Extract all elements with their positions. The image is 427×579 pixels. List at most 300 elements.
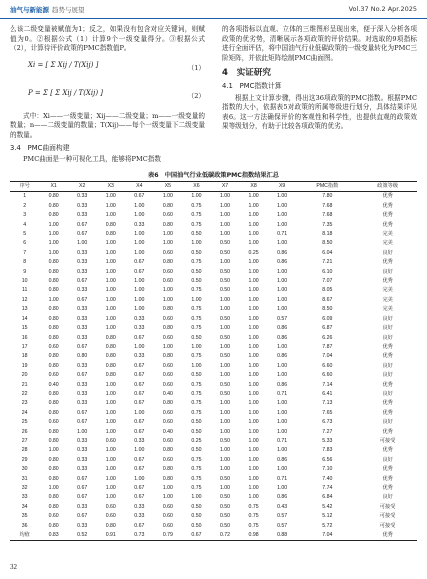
- table-cell: 1.00: [191, 494, 202, 501]
- table-row: [10, 211, 417, 220]
- table-cell: 0.80: [48, 456, 59, 463]
- table-cell: 0.75: [248, 522, 259, 529]
- table-cell: 1.00: [219, 259, 231, 266]
- table-cell: 1.00: [48, 447, 59, 454]
- table-cell: 1.00: [248, 268, 259, 275]
- journal-section: 趋势与展望: [52, 6, 85, 14]
- table-cell: 1.00: [162, 296, 173, 303]
- column-header: X5: [154, 182, 183, 192]
- table-cell: 0.60: [162, 268, 173, 275]
- table-cell: 1.00: [48, 485, 59, 491]
- table-cell: 18: [21, 353, 28, 360]
- table-cell: 0.98: [239, 531, 268, 541]
- table-cell: 20: [21, 372, 28, 379]
- table-cell: 32: [21, 485, 28, 491]
- table-cell: 1.00: [134, 249, 145, 256]
- table-cell: 12: [21, 296, 28, 303]
- left-column: [10, 25, 205, 165]
- table-cell: 均值: [10, 531, 39, 541]
- table-cell: 1.00: [105, 268, 116, 275]
- table-cell: 28: [21, 447, 28, 454]
- table-cell: 0.50: [219, 503, 231, 510]
- table-cell: 21: [21, 381, 28, 388]
- table-cell: 0.67: [134, 419, 145, 426]
- table-cell: 0.86: [277, 325, 288, 332]
- table-cell: 33: [21, 494, 28, 501]
- table-cell: 0.33: [77, 456, 88, 463]
- table-cell: 0.80: [48, 409, 59, 416]
- table-cell: 1.00: [162, 494, 173, 501]
- table-cell: 1.00: [219, 428, 231, 435]
- table-cell: 优秀: [382, 259, 393, 266]
- table-cell: 良好: [382, 494, 393, 501]
- table-cell: 7.65: [322, 409, 333, 416]
- table-row: [10, 277, 417, 286]
- table-cell: 0.67: [77, 278, 88, 285]
- table-cell: 34: [21, 503, 28, 510]
- table-cell: 0.75: [191, 381, 202, 388]
- table-row: [10, 371, 417, 380]
- table-cell: 31: [21, 475, 28, 482]
- table-cell: 0.80: [162, 466, 173, 473]
- table-cell: 0.50: [219, 353, 231, 360]
- table-cell: 1.00: [277, 240, 288, 247]
- table-cell: 0.75: [191, 287, 202, 294]
- table-cell: 0.75: [191, 315, 202, 322]
- formula-2: [10, 84, 205, 110]
- table-cell: 0.67: [134, 466, 145, 473]
- table-cell: 0.33: [77, 362, 88, 369]
- table-cell: 0.67: [77, 343, 88, 350]
- table-cell: 1.00: [77, 428, 88, 435]
- table-cell: 0.40: [48, 381, 59, 388]
- table-row: [10, 428, 417, 437]
- table-cell: 7.13: [322, 400, 333, 407]
- table-cell: 1.00: [105, 240, 116, 247]
- table-cell: 0.80: [48, 503, 59, 510]
- table-cell: 0.50: [219, 315, 231, 322]
- table-row: [10, 334, 417, 343]
- table-cell: 6.09: [322, 315, 333, 322]
- table-cell: 良好: [382, 315, 393, 322]
- table-cell: 0.33: [134, 503, 145, 510]
- table-cell: 0.60: [162, 513, 173, 520]
- table-cell: 1.00: [191, 343, 202, 350]
- table-cell: 1.00: [219, 325, 231, 332]
- table-cell: 1.00: [248, 278, 259, 285]
- table-cell: 8: [23, 259, 27, 266]
- table-cell: 0.57: [277, 315, 288, 322]
- table-cell: 0.33: [134, 221, 145, 228]
- table-cell: 0.80: [105, 372, 116, 379]
- table-cell: 优秀: [382, 466, 393, 473]
- table-cell: 1.00: [248, 475, 259, 482]
- table-cell: 0.60: [105, 437, 116, 444]
- table-cell: 0.67: [77, 494, 88, 501]
- table-cell: 2: [23, 202, 27, 209]
- table-cell: 0.60: [162, 522, 173, 529]
- table-cell: 0.88: [268, 531, 297, 541]
- table-cell: 1.00: [219, 231, 231, 238]
- table-cell: 0.71: [277, 390, 288, 397]
- table-cell: 0.71: [277, 437, 288, 444]
- table-cell: 1.00: [248, 353, 259, 360]
- table-cell: 1.00: [105, 381, 116, 388]
- table-cell: 9: [23, 268, 27, 275]
- table-cell: 1.00: [277, 485, 288, 491]
- table-cell: 0.67: [77, 296, 88, 303]
- table-cell: 1.00: [277, 419, 288, 426]
- table-row: [10, 484, 417, 493]
- column-header: X9: [268, 182, 297, 192]
- table-cell: 25: [21, 419, 28, 426]
- table-cell: 1.00: [248, 447, 259, 454]
- table-cell: 0.67: [134, 259, 145, 266]
- table-cell: 0.60: [105, 503, 116, 510]
- table-cell: 0.72: [211, 531, 240, 541]
- table-cell: 0.80: [162, 447, 173, 454]
- table-cell: 30: [21, 466, 28, 473]
- journal-name: 油气与新能源 趋势与展望: [10, 6, 85, 14]
- table-row: [10, 315, 417, 324]
- table-cell: 1.00: [248, 212, 259, 219]
- body-paragraph: 的各项指标以直观、立体的三维图形呈现出来，便于深入分析各项政策的优劣势，清晰展示各项政策的评价结果。对选取的9项指标进行全面评估，将中国油气行业低碳政策的一级变量转化为PMC三阶矩阵，并依此矩阵绘制PMC曲面图。: [222, 25, 417, 62]
- table-cell: 0.25: [248, 249, 259, 256]
- table-cell: 0.80: [162, 353, 173, 360]
- table-cell: 6.60: [322, 372, 333, 379]
- table-cell: 1.00: [105, 456, 116, 463]
- table-cell: 1.00: [248, 437, 259, 444]
- table-cell: 14: [21, 315, 28, 322]
- table-cell: 8.18: [322, 231, 333, 238]
- table-cell: 1.00: [48, 221, 59, 228]
- table-cell: 1.00: [277, 466, 288, 473]
- table-cell: 可接受: [379, 437, 396, 444]
- table-cell: 0.60: [162, 409, 173, 416]
- table-cell: 良好: [382, 372, 393, 379]
- table-cell: 优秀: [382, 193, 393, 200]
- table-cell: 0.50: [219, 249, 231, 256]
- table-cell: 1.00: [162, 240, 173, 247]
- table-cell: 0.80: [48, 522, 59, 529]
- formula-2-text: P = Σ [ Σ Xij / T(Xij) ]: [28, 88, 104, 97]
- table-row: [10, 286, 417, 295]
- table-cell: 0.50: [219, 513, 231, 520]
- table-row: [10, 221, 417, 230]
- table-cell: 0.75: [191, 409, 202, 416]
- table-cell: 优秀: [382, 353, 393, 360]
- table-row: [10, 324, 417, 333]
- table-cell: 0.80: [48, 315, 59, 322]
- table-cell: 0.33: [77, 334, 88, 341]
- table-cell: 7.07: [322, 278, 333, 285]
- table-cell: 0.80: [48, 334, 59, 341]
- table-cell: 1.00: [134, 240, 145, 247]
- table-cell: 0.80: [105, 334, 116, 341]
- table-cell: 0.50: [219, 287, 231, 294]
- table-cell: 0.57: [277, 522, 288, 529]
- column-header: 政策等级: [358, 182, 417, 192]
- table-cell: 0.67: [77, 409, 88, 416]
- table-cell: 1.00: [277, 193, 288, 200]
- table-cell: 0.67: [77, 513, 88, 520]
- table-cell: 6.41: [322, 390, 333, 397]
- formula-2-number: （2）: [187, 91, 205, 100]
- table-cell: 0.60: [162, 419, 173, 426]
- table-row: [10, 268, 417, 277]
- table-row: [10, 192, 417, 202]
- table-row: [10, 437, 417, 446]
- table-cell: 0.86: [277, 381, 288, 388]
- table-cell: 0.86: [277, 456, 288, 463]
- table-cell: 0.67: [77, 485, 88, 491]
- table-cell: 0.80: [48, 475, 59, 482]
- formula-1-number: （1）: [187, 63, 205, 72]
- table-cell: 0.86: [277, 249, 288, 256]
- table-cell: 35: [21, 513, 28, 520]
- table-cell: 1.00: [219, 485, 231, 491]
- table-cell: 1.00: [248, 240, 259, 247]
- column-header: X4: [125, 182, 154, 192]
- table-cell: 1.00: [219, 296, 231, 303]
- table-cell: 1.00: [248, 221, 259, 228]
- table-cell: 0.33: [77, 466, 88, 473]
- table-cell: 0.83: [39, 531, 68, 541]
- table-cell: 优秀: [382, 221, 393, 228]
- table-cell: 0.33: [134, 315, 145, 322]
- table-cell: 0.80: [48, 278, 59, 285]
- table-cell: 完美: [382, 287, 393, 294]
- table-cell: 1.00: [219, 221, 231, 228]
- table-cell: 0.50: [219, 390, 231, 397]
- table-cell: 0.80: [105, 231, 116, 238]
- table-cell: 0.52: [68, 531, 97, 541]
- table-cell: 0.50: [219, 278, 231, 285]
- table-cell: 良好: [382, 268, 393, 275]
- table-cell: 1.00: [48, 240, 59, 247]
- table-cell: 0.67: [134, 400, 145, 407]
- table-cell: 完美: [382, 296, 393, 303]
- table-cell: 1.00: [134, 306, 145, 313]
- table-cell: 8.67: [322, 296, 333, 303]
- table-cell: 1.00: [134, 447, 145, 454]
- table-cell: 0.75: [248, 513, 259, 520]
- table-row: [10, 456, 417, 465]
- table-cell: 1.00: [277, 400, 288, 407]
- table-cell: 1.00: [248, 494, 259, 501]
- table-cell: 1.00: [162, 193, 173, 200]
- table-row: [10, 343, 417, 352]
- table-cell: 优秀: [382, 202, 393, 209]
- table-cell: 完美: [382, 231, 393, 238]
- table-row: [10, 418, 417, 427]
- table-cell: 0.75: [191, 485, 202, 491]
- table-cell: 1.00: [134, 296, 145, 303]
- table-cell: 0.33: [77, 437, 88, 444]
- table-cell: 0.60: [105, 513, 116, 520]
- table-cell: 0.50: [191, 231, 202, 238]
- table-cell: 0.33: [77, 390, 88, 397]
- table-cell: 0.60: [162, 381, 173, 388]
- table-row: [10, 202, 417, 211]
- table-cell: 0.60: [48, 372, 59, 379]
- table-cell: 1.00: [105, 306, 116, 313]
- table-cell: 0.50: [219, 437, 231, 444]
- table-cell: 0.60: [162, 249, 173, 256]
- table-cell: 0.80: [48, 494, 59, 501]
- table-row: [10, 522, 417, 531]
- table-cell: 1.00: [48, 231, 59, 238]
- table-cell: 0.60: [162, 437, 173, 444]
- table-cell: 1.00: [248, 287, 259, 294]
- table-cell: 1.00: [219, 409, 231, 416]
- table-cell: 0.33: [77, 381, 88, 388]
- table-cell: 0.60: [48, 513, 59, 520]
- table-cell: 0.75: [191, 212, 202, 219]
- table-cell: 完美: [382, 306, 393, 313]
- table-cell: 0.60: [48, 343, 59, 350]
- table-cell: 1.00: [134, 231, 145, 238]
- table-row: [10, 352, 417, 361]
- table-cell: 0.80: [48, 202, 59, 209]
- table-cell: 8.50: [322, 306, 333, 313]
- table-cell: 1.00: [134, 202, 145, 209]
- table-cell: 0.80: [48, 306, 59, 313]
- table-cell: 0.80: [48, 428, 59, 435]
- table-row: [10, 381, 417, 390]
- table-cell: 0.75: [191, 259, 202, 266]
- table-cell: 1.00: [191, 240, 202, 247]
- table-cell: 0.60: [162, 334, 173, 341]
- table-cell: 19: [21, 362, 28, 369]
- table-cell: 0.33: [77, 400, 88, 407]
- table-cell: 良好: [382, 390, 393, 397]
- table-cell: 7.35: [322, 221, 333, 228]
- table-cell: 0.80: [48, 193, 59, 200]
- table-row: [10, 531, 417, 541]
- table-row: [10, 230, 417, 239]
- table-cell: 0.67: [134, 362, 145, 369]
- subsection-heading: 4.1 PMC指数计算: [222, 81, 282, 90]
- table-cell: 6.84: [322, 494, 333, 501]
- table-cell: 1.00: [277, 268, 288, 275]
- table-cell: 0.67: [182, 531, 211, 541]
- table-cell: 1.00: [248, 428, 259, 435]
- table-cell: 1.00: [105, 428, 116, 435]
- table-row: [10, 465, 417, 474]
- table-cell: 0.33: [77, 259, 88, 266]
- table-cell: 0.80: [48, 287, 59, 294]
- table-cell: 0.91: [96, 531, 125, 541]
- table-cell: 1.00: [248, 372, 259, 379]
- table-cell: 0.80: [105, 362, 116, 369]
- table-cell: 7.21: [322, 259, 333, 266]
- body-paragraph: 式中：Xi——一级变量；Xij——二级变量；m——一级变量的数量；n——二级变量的数量；T(Xij)——每个一级变量下二级变量的数量。: [10, 111, 205, 139]
- table-cell: 0.80: [162, 400, 173, 407]
- table-cell: 0.33: [134, 437, 145, 444]
- table-cell: 1.00: [277, 409, 288, 416]
- table-cell: 0.86: [277, 494, 288, 501]
- column-header: X1: [39, 182, 68, 192]
- table-cell: 1.00: [191, 193, 202, 200]
- table-cell: 7: [23, 249, 27, 256]
- table-cell: 0.60: [162, 362, 173, 369]
- table-cell: 1: [23, 193, 27, 200]
- table-cell: 23: [21, 400, 28, 407]
- table-cell: 1.00: [219, 466, 231, 473]
- table-cell: 1.00: [191, 296, 202, 303]
- table-cell: 1.00: [248, 231, 259, 238]
- column-header: X3: [96, 182, 125, 192]
- table-cell: 可接受: [379, 503, 396, 510]
- table-cell: 7.87: [322, 343, 333, 350]
- table-cell: 0.60: [162, 372, 173, 379]
- table-cell: 1.00: [105, 485, 116, 491]
- table-cell: 0.75: [191, 456, 202, 463]
- table-cell: 0.33: [77, 268, 88, 275]
- table-cell: 1.00: [134, 409, 145, 416]
- table-cell: 0.33: [77, 325, 88, 332]
- table-cell: 1.00: [277, 428, 288, 435]
- table-cell: 0.80: [48, 259, 59, 266]
- table-cell: 0.50: [191, 513, 202, 520]
- table-cell: 0.50: [191, 522, 202, 529]
- table-cell: 26: [21, 428, 28, 435]
- table-cell: 1.00: [248, 343, 259, 350]
- table-cell: 22: [21, 390, 28, 397]
- table-cell: 6.73: [322, 419, 333, 426]
- body-paragraph: PMC曲面是一种可视化工具，能够将PMC指数: [23, 155, 161, 164]
- table-cell: 1.00: [248, 485, 259, 491]
- table-cell: 1.00: [105, 466, 116, 473]
- table-cell: 优秀: [382, 278, 393, 285]
- table-cell: 0.75: [191, 475, 202, 482]
- table-cell: 5.42: [322, 503, 333, 510]
- table-cell: 1.00: [248, 259, 259, 266]
- table-cell: 27: [21, 437, 28, 444]
- table-cell: 1.00: [277, 221, 288, 228]
- table-cell: 0.75: [191, 202, 202, 209]
- table-cell: 0.50: [191, 503, 202, 510]
- table-cell: 0.67: [134, 428, 145, 435]
- table-cell: 1.00: [277, 278, 288, 285]
- table-cell: 7.04: [322, 353, 333, 360]
- table-cell: 0.80: [162, 202, 173, 209]
- table-cell: 0.67: [134, 372, 145, 379]
- table-cell: 1.00: [105, 494, 116, 501]
- table-cell: 15: [21, 325, 28, 332]
- table-cell: 0.75: [191, 390, 202, 397]
- table-cell: 1.00: [277, 212, 288, 219]
- table-cell: 1.00: [248, 202, 259, 209]
- table-cell: 1.00: [77, 240, 88, 247]
- table-cell: 1.00: [105, 409, 116, 416]
- table-cell: 0.50: [191, 372, 202, 379]
- table-header-row: [10, 182, 417, 192]
- table-cell: 1.00: [219, 343, 231, 350]
- table-cell: 0.75: [248, 503, 259, 510]
- table-row: [10, 239, 417, 248]
- body-paragraph: 么该二级变量被赋值为1；反之，如果没有包含对应关键词，则赋值为0。②根据公式（1）计算9个一级变量得分。③根据公式（2），计算待评价政策的PMC指数值P。: [10, 25, 205, 53]
- table-cell: 0.86: [277, 259, 288, 266]
- table-cell: 0.33: [77, 315, 88, 322]
- table-cell: 优秀: [358, 531, 417, 541]
- table-row: [10, 390, 417, 399]
- table-cell: 1.00: [248, 409, 259, 416]
- table-cell: 1.00: [105, 447, 116, 454]
- table-cell: 0.75: [191, 221, 202, 228]
- table-cell: 0.80: [48, 325, 59, 332]
